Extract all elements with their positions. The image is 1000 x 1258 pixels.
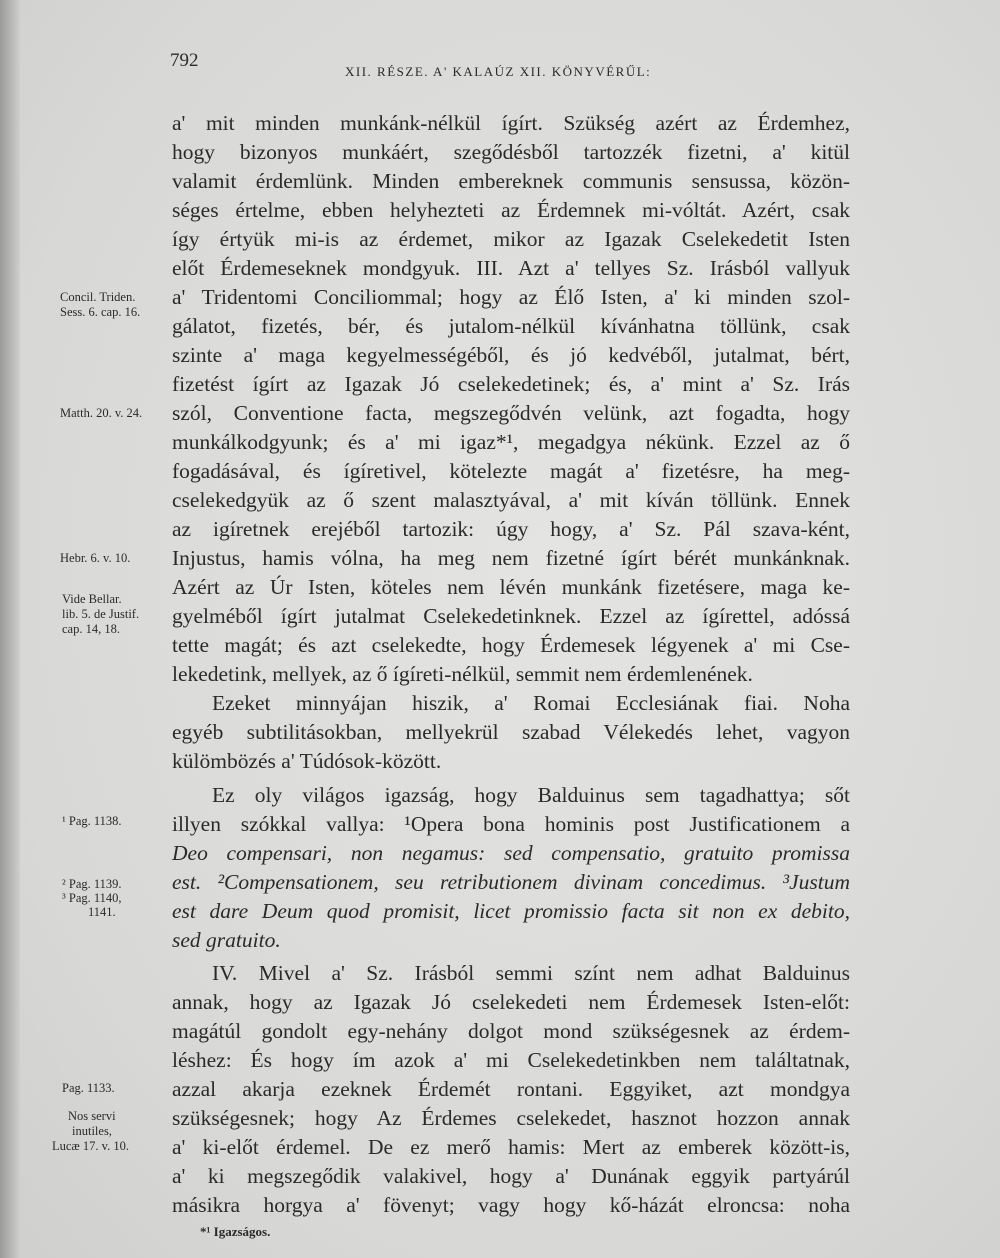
page-number: 792 [170, 50, 199, 71]
text-line: Injustus, hamis vólna, ha meg nem fizetné ígírt bérét munkánknak. [172, 546, 850, 570]
text-line: Azért az Úr Isten, köteles nem lévén munkánk fizetésere, maga ke- [172, 575, 850, 599]
text-line: cselekedgyük az ő szent malasztyával, a' mit kíván töllünk. Ennek [172, 488, 850, 512]
text-line: hogy bizonyos munkáért, szegődésből tartozzék fizetni, a' kitül [172, 140, 850, 164]
margin-note: ² Pag. 1139. [62, 877, 122, 891]
text-line: IV. Mivel a' Sz. Irásból semmi színt nem adhat Balduinus [212, 961, 850, 985]
margin-note: Sess. 6. cap. 16. [60, 305, 141, 319]
text-line: azzal akarja ezeknek Érdemét rontani. Eggyiket, azt mondgya [172, 1077, 850, 1101]
margin-note: Hebr. 6. v. 10. [60, 551, 131, 565]
margin-note: Matth. 20. v. 24. [60, 406, 143, 420]
text-line: szükségesnek; hogy Az Érdemes cselekedet, hasznot hozzon annak [172, 1106, 850, 1130]
text-line: külömbözés a' Túdósok-között. [172, 749, 442, 773]
text-line: egyéb subtilitásokban, mellyekrül szabad Vélekedés lehet, vagyon [172, 720, 850, 744]
margin-note: Pag. 1133. [62, 1081, 115, 1095]
margin-note: inutiles, [72, 1124, 112, 1138]
running-header: XII. RÉSZE. A' KALAÚZ XII. KÖNYVÉRŰL: [345, 64, 652, 79]
text-line: Ezeket minnyájan hiszik, a' Romai Ecclesiának fiai. Noha [212, 691, 850, 715]
text-line: Deo compensari, non negamus: sed compensatio, gratuito promissa [172, 841, 850, 865]
text-line: a' Tridentomi Conciliommal; hogy az Élő Isten, a' ki minden szol- [172, 285, 850, 309]
text-line: szinte a' maga kegyelmességéből, és jó kedvéből, jutalmat, bért, [172, 343, 850, 367]
text-line: másikra horgya a' fövenyt; vagy hogy kő-házát elroncsa: noha [172, 1193, 850, 1217]
text-line: így értyük mi-is az érdemet, mikor az Igazak Cselekedetit Isten [172, 227, 850, 251]
text-line: tette magát; és azt cselekedte, hogy Érdemesek légyenek a' mi Cse- [172, 633, 850, 657]
margin-note: Nos servi [68, 1109, 116, 1123]
text-line: valamit érdemlünk. Minden embereknek communis sensussa, közön- [172, 169, 850, 193]
footnote: *¹ Igazságos. [200, 1224, 271, 1239]
text-line: szól, Conventione facta, megszegődvén velünk, azt fogadta, hogy [172, 401, 850, 425]
text-line: munkálkodgyunk; és a' mi igaz*¹, megadgya nékünk. Ezzel az ő [172, 430, 850, 454]
text-line: az igíretnek erejéből tartozik: úgy hogy, a' Sz. Pál szava-ként, [172, 517, 850, 541]
text-line: annak, hogy az Igazak Jó cselekedeti nem Érdemesek Isten-előt: [172, 990, 850, 1014]
text-line: Ez oly világos igazság, hogy Balduinus sem tagadhattya; sőt [212, 783, 850, 807]
text-line: a' mit minden munkánk-nélkül ígírt. Szükség azért az Érdemhez, [172, 111, 850, 135]
text-line: előt Érdemeseknek mondgyuk. III. Azt a' tellyes Sz. Irásból vallyuk [172, 256, 850, 280]
text-line: est. ²Compensationem, seu retributionem divinam concedimus. ³Justum [172, 870, 850, 894]
text-line: fogadásával, és ígíretivel, kötelezte magát a' fizetésre, ha meg- [172, 459, 850, 483]
text-line: a' ki-előt érdemel. De ez merő hamis: Mert az emberek között-is, [172, 1135, 850, 1159]
text-line: a' ki megszegődik valakivel, hogy a' Dunának eggyik partyárúl [172, 1164, 850, 1188]
text-line: léshez: És hogy ím azok a' mi Cselekedetinkben nem találtatnak, [172, 1048, 850, 1072]
text-line: lekedetink, mellyek, az ő ígíreti-nélkül, semmit nem érdemlenének. [172, 662, 753, 686]
margin-note: cap. 14, 18. [62, 622, 120, 636]
text-line: sed gratuito. [172, 928, 281, 952]
text-line: gyelméből ígírt jutalmat Cselekedetinknek. Ezzel az ígírettel, adóssá [172, 604, 850, 628]
text-line: séges értelme, ebben helyhezteti az Érdemnek mi-vóltát. Azért, csak [172, 198, 850, 222]
margin-note: Concil. Triden. [60, 290, 136, 304]
text-line: gálatot, fizetés, bér, és jutalom-nélkül kívánhatna töllünk, csak [172, 314, 850, 338]
text-line: illyen szókkal vallya: ¹Opera bona hominis post Justificationem a [172, 812, 850, 836]
margin-note: Lucæ 17. v. 10. [52, 1139, 129, 1153]
margin-note: lib. 5. de Justif. [62, 607, 140, 621]
margin-note: ³ Pag. 1140, [62, 891, 122, 905]
margin-note: 1141. [88, 905, 116, 919]
text-line: est dare Deum quod promisit, licet promissio facta sit non ex debito, [172, 899, 850, 923]
page-spine-shadow [0, 0, 20, 1258]
margin-note: ¹ Pag. 1138. [62, 814, 122, 828]
margin-note: Vide Bellar. [62, 592, 122, 606]
text-line: fizetést ígírt az Igazak Jó cselekedetinek; és, a' mint a' Sz. Irás [172, 372, 850, 396]
text-line: magátúl gondolt egy-nehány dolgot mond szükségesnek az érdem- [172, 1019, 850, 1043]
